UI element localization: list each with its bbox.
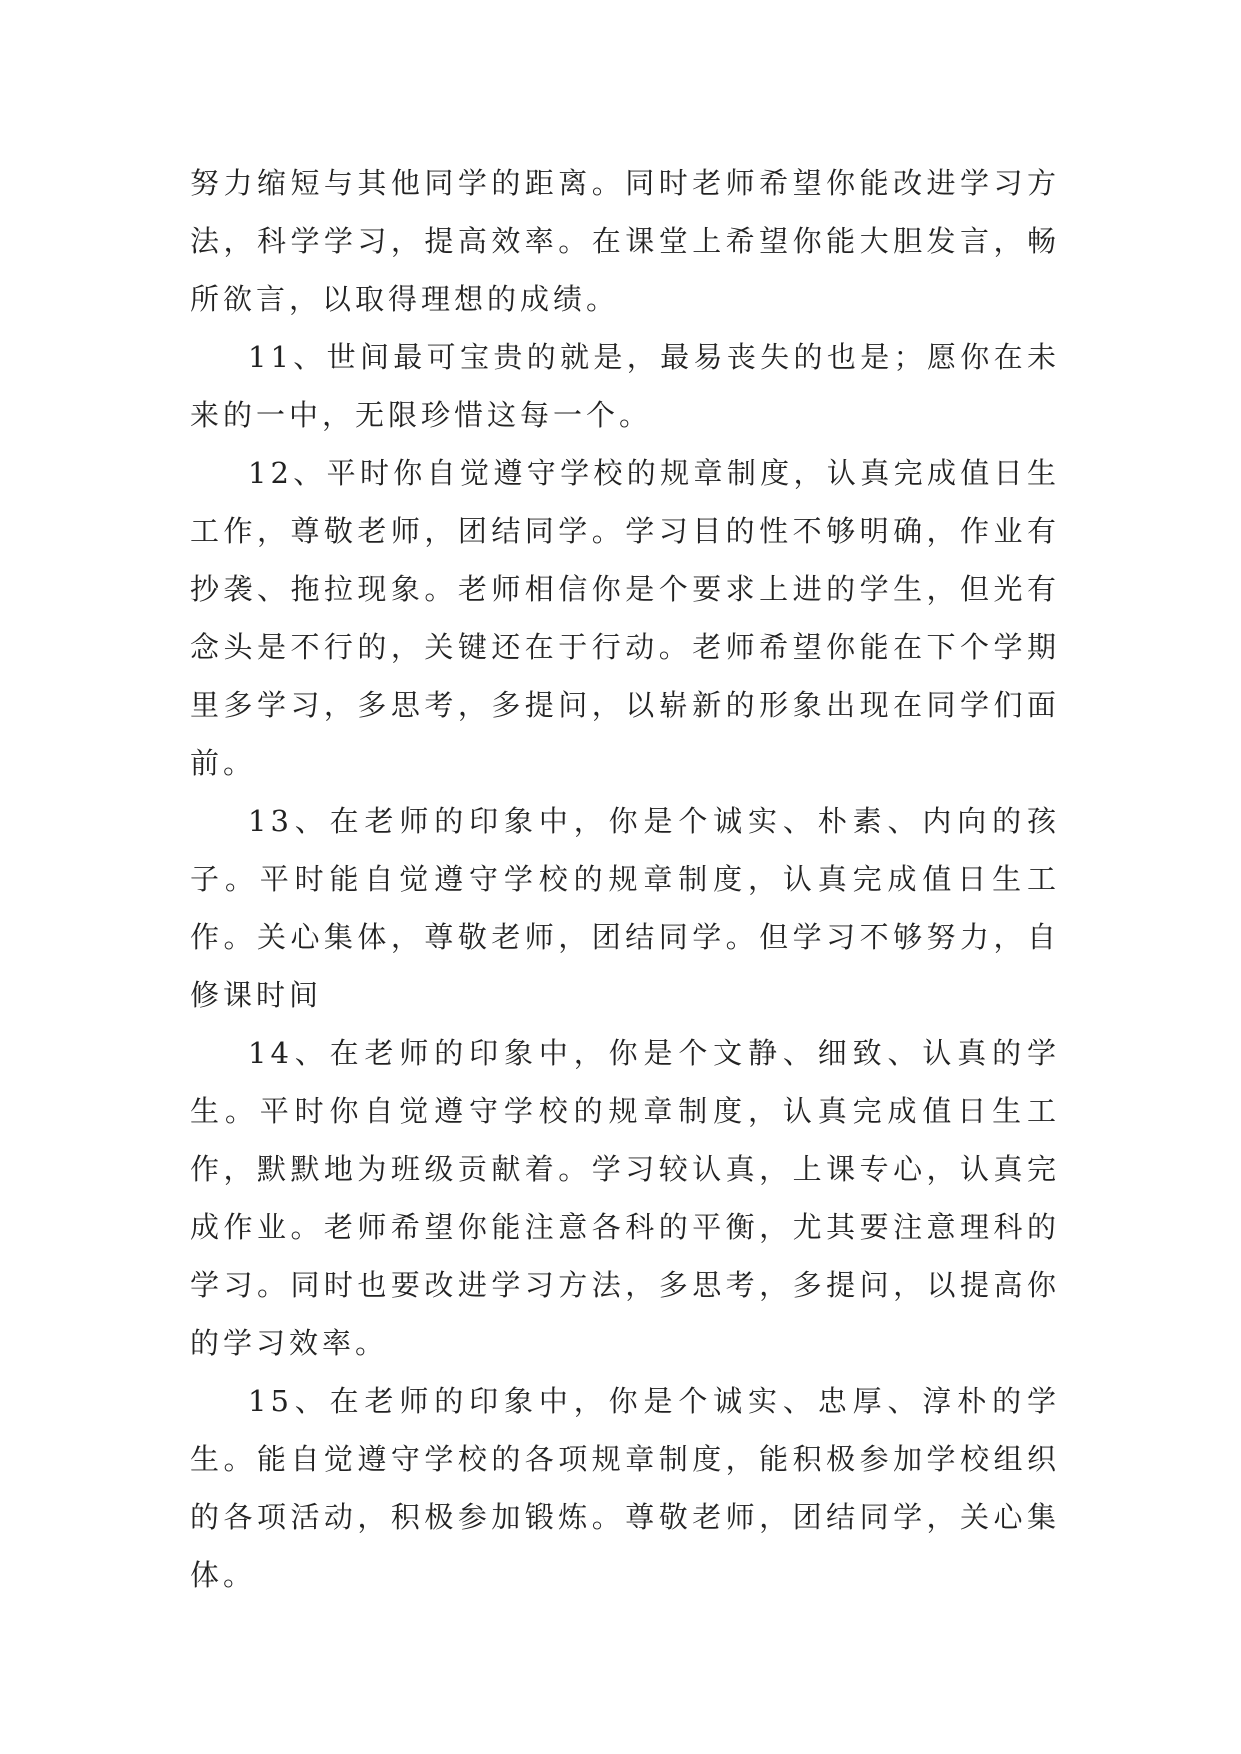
paragraph-item-14: 14、在老师的印象中，你是个文静、细致、认真的学生。平时你自觉遵守学校的规章制度，认真完成值日生工作，默默地为班级贡献着。学习较认真，上课专心，认真完成作业。老师希望你能注意各科的平衡，尤其要注意理科的学习。同时也要改进学习方法，多思考，多提问，以提高你的学习效率。 (190, 1036, 1060, 1360)
document-body (190, 154, 1060, 1604)
paragraph-continuation: 努力缩短与其他同学的距离。同时老师希望你能改进学习方法，科学学习，提高效率。在课堂上希望你能大胆发言，畅所欲言，以取得理想的成绩。 (190, 166, 1060, 316)
paragraph-item-13: 13、在老师的印象中，你是个诚实、朴素、内向的孩子。平时能自觉遵守学校的规章制度，认真完成值日生工作。关心集体，尊敬老师，团结同学。但学习不够努力，自修课时间 (190, 804, 1060, 1012)
paragraph-item-11: 11、世间最可宝贵的就是，最易丧失的也是；愿你在未来的一中，无限珍惜这每一个。 (190, 340, 1060, 432)
paragraph-item-15: 15、在老师的印象中，你是个诚实、忠厚、淳朴的学生。能自觉遵守学校的各项规章制度，能积极参加学校组织的各项活动，积极参加锻炼。尊敬老师，团结同学，关心集体。 (190, 1384, 1060, 1592)
paragraph-item-12: 12、平时你自觉遵守学校的规章制度，认真完成值日生工作，尊敬老师，团结同学。学习目的性不够明确，作业有抄袭、拖拉现象。老师相信你是个要求上进的学生，但光有念头是不行的，关键还在于行动。老师希望你能在下个学期里多学习，多思考，多提问，以崭新的形象出现在同学们面前。 (190, 456, 1060, 780)
